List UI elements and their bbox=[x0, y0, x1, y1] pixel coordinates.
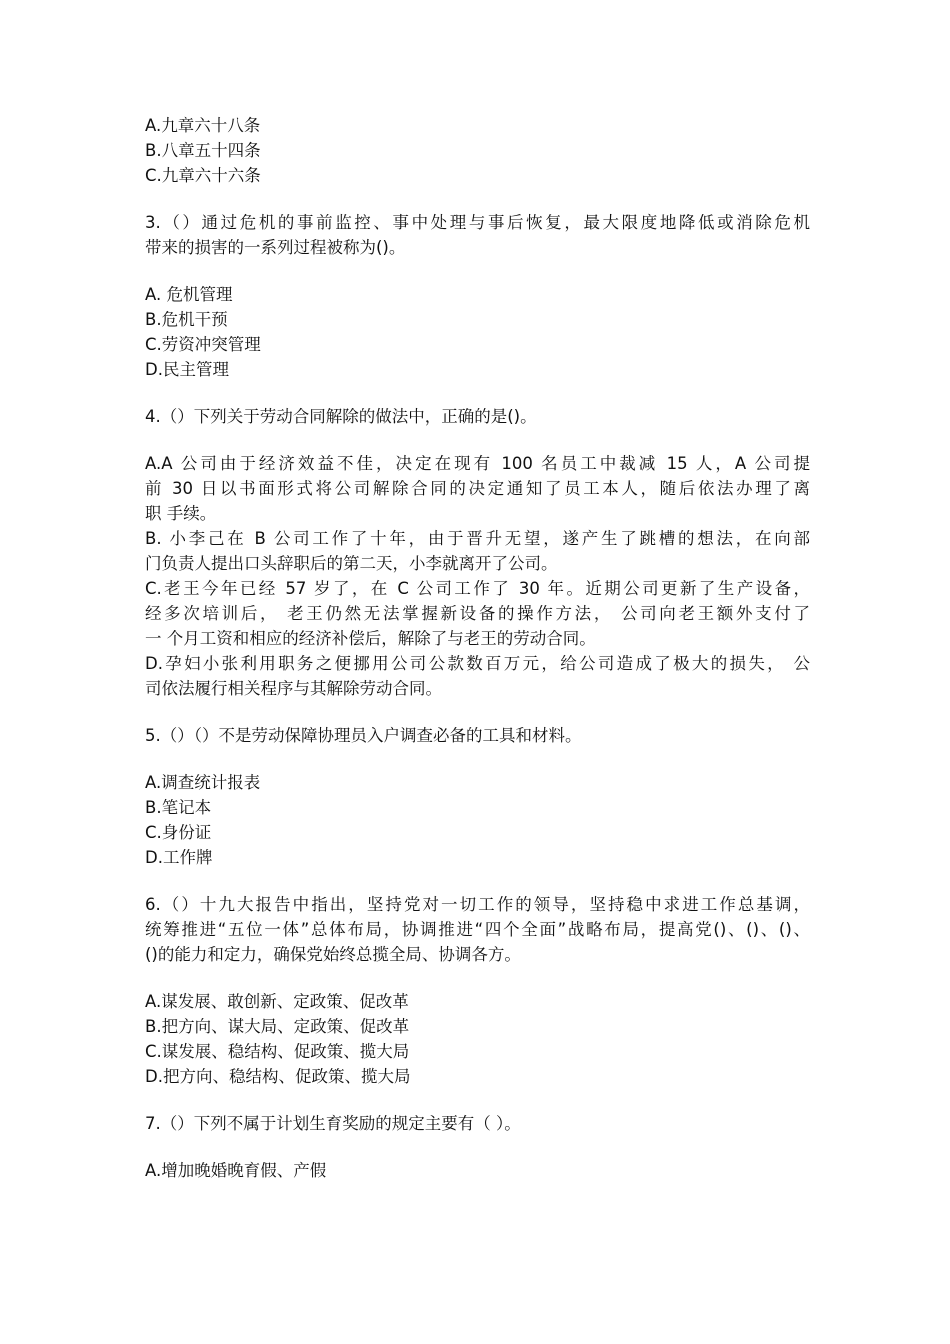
document-content bbox=[145, 113, 810, 1183]
question-3-line-2: 带来的损害的一系列过程被称为()。 bbox=[145, 238, 406, 257]
question-7-stem bbox=[145, 1111, 810, 1136]
question-6-option-c: C.谋发展、稳结构、促政策、揽大局 bbox=[145, 1042, 410, 1061]
question-6-option-d: D.把方向、稳结构、促政策、揽大局 bbox=[145, 1067, 411, 1086]
question-3-options bbox=[145, 282, 810, 382]
question-4-option-b-line-1: B. 小李己在 B 公司工作了十年，由于晋升无望，遂产生了跳槽的想法，在向部 bbox=[145, 529, 810, 548]
question-5-option-b: B.笔记本 bbox=[145, 798, 212, 817]
question-6-option-a: A.谋发展、敢创新、定政策、促改革 bbox=[145, 992, 409, 1011]
question-6-option-b: B.把方向、谋大局、定政策、促改革 bbox=[145, 1017, 410, 1036]
question-3-option-d: D.民主管理 bbox=[145, 360, 229, 379]
question-3-option-a: A. 危机管理 bbox=[145, 285, 233, 304]
question-4-option-c-line-2: 经多次培训后， 老王仍然无法掌握新设备的操作方法， 公司向老王额外支付了 bbox=[145, 604, 810, 623]
question-4-option-a-line-2: 前 30 日以书面形式将公司解除合同的决定通知了员工本人，随后依法办理了离 bbox=[145, 479, 810, 498]
question-3-option-c: C.劳资冲突管理 bbox=[145, 335, 261, 354]
question-7-options bbox=[145, 1158, 810, 1183]
question-6-stem bbox=[145, 892, 810, 967]
question-5-line-1: 5.（）（）不是劳动保障协理员入户调查必备的工具和材料。 bbox=[145, 726, 582, 745]
question-4-line-1: 4.（）下列关于劳动合同解除的做法中，正确的是()。 bbox=[145, 407, 537, 426]
question-3-line-1: 3.（）通过危机的事前监控、事中处理与事后恢复，最大限度地降低或消除危机 bbox=[145, 213, 810, 232]
question-4-option-a-line-3: 职 手续。 bbox=[145, 504, 217, 523]
question-4-stem bbox=[145, 404, 810, 429]
option-b: B.八章五十四条 bbox=[145, 141, 261, 160]
question-3-stem bbox=[145, 210, 810, 260]
question-4-option-a-line-1: A.A 公司由于经济效益不佳，决定在现有 100 名员工中裁减 15 人，A 公司提 bbox=[145, 454, 810, 473]
question-6-line-1: 6.（）十九大报告中指出，坚持党对一切工作的领导，坚持稳中求进工作总基调， bbox=[145, 895, 810, 914]
question-4-option-b-line-2: 门负责人提出口头辞职后的第二天，小李就离开了公司。 bbox=[145, 554, 558, 573]
question-6-line-2: 统筹推进“五位一体”总体布局，协调推进“四个全面”战略布局，提高党()、()、()、 bbox=[145, 920, 810, 939]
question-5-options bbox=[145, 770, 810, 870]
question-5-option-d: D.工作牌 bbox=[145, 848, 213, 867]
question-4-option-d-line-1: D.孕妇小张利用职务之便挪用公司公款数百万元，给公司造成了极大的损失， 公 bbox=[145, 654, 810, 673]
question-5-stem bbox=[145, 723, 810, 748]
question-4-option-c-line-3: 一 个月工资和相应的经济补偿后，解除了与老王的劳动合同。 bbox=[145, 629, 596, 648]
question-4-option-c-line-1: C.老王今年已经 57 岁了，在 C 公司工作了 30 年。近期公司更新了生产设备， bbox=[145, 579, 810, 598]
question-7-option-a: A.增加晚婚晚育假、产假 bbox=[145, 1161, 327, 1180]
question-6-line-3: ()的能力和定力，确保党始终总揽全局、协调各方。 bbox=[145, 945, 521, 964]
option-a: A.九章六十八条 bbox=[145, 116, 261, 135]
question-7-line-1: 7.（）下列不属于计划生育奖励的规定主要有（ ）。 bbox=[145, 1114, 521, 1133]
option-c: C.九章六十六条 bbox=[145, 166, 261, 185]
question-4-options bbox=[145, 451, 810, 701]
previous-question-options bbox=[145, 113, 810, 188]
question-6-options bbox=[145, 989, 810, 1089]
question-5-option-a: A.调查统计报表 bbox=[145, 773, 261, 792]
question-3-option-b: B.危机干预 bbox=[145, 310, 228, 329]
question-5-option-c: C.身份证 bbox=[145, 823, 212, 842]
question-4-option-d-line-2: 司依法履行相关程序与其解除劳动合同。 bbox=[145, 679, 442, 698]
